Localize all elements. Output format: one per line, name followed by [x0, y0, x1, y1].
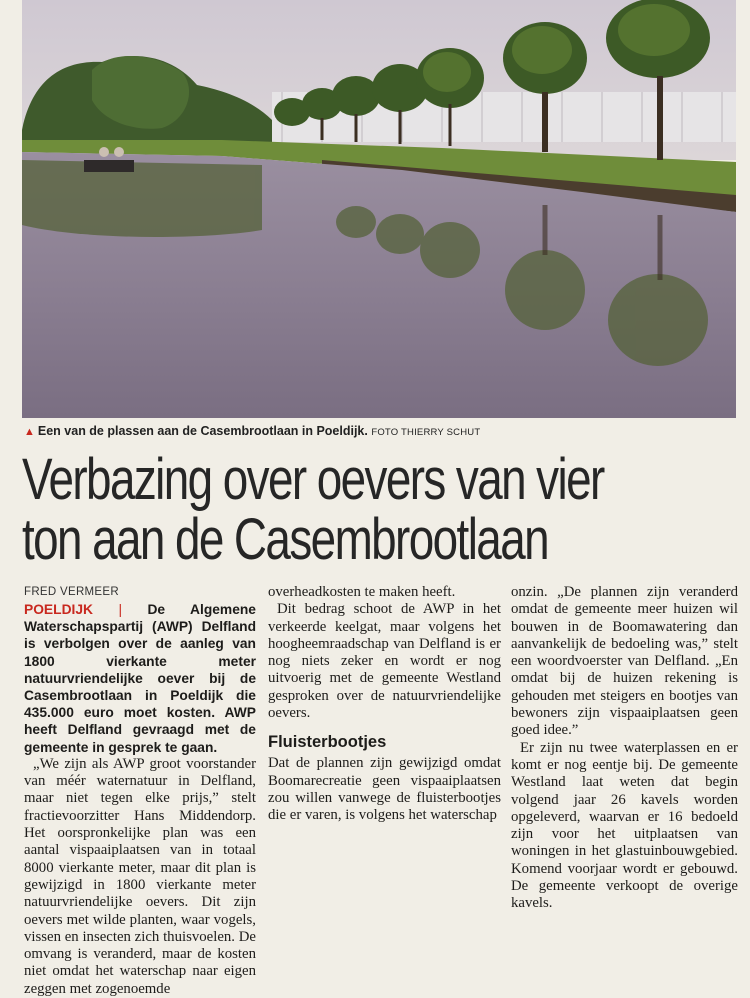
- article-paragraph-4: Er zijn nu twee waterplassen en er komt er nog eentje bij. De gemeente Westland laat weten dat begin volgend jaar 26 kavels worden opgeleverd, waarvan er 16 bedoeld zijn voor het uitplaatsen van woningen in het glastuinbouwgebied. Komend voorjaar wordt er gebouwd. De gemeente verkoopt de overige kavels.: [511, 739, 738, 912]
- article-paragraph-1-continued: [268, 584, 501, 601]
- lead-text: De Algemene Waterschapspartij (AWP) Delfland is verbolgen over de aanleg van 1800 vierkante meter natuurvriendelijke oever bij de Casembrootlaan in Poeldijk die 435.000 euro moet kosten. AWP heeft Delfland gevraagd met de gemeente in gesprek te gaan.: [24, 602, 256, 755]
- article-lead: [24, 601, 256, 756]
- paragraph-1-text: „We zijn als AWP groot voorstander van méér waternatuur in Delfland, maar niet tegen elke prijs,” stelt fractievoorzitter Hans Middendorp. Het oorspronkelijke plan was een aantal vispaaiplaatsen van in totaal 8000 vierkante meter, maar dit plan is gewijzigd in 1800 vierkante meter natuurvriendelijke oevers. Dit zijn oevers met wilde planten, waar vogels, vissen en insecten zich thuisvoelen. De omvang is veranderd, maar de kosten niet omdat het waterschap naar eigen zeggen met zogenoemde: [24, 755, 256, 997]
- headline: [22, 447, 604, 572]
- paragraph-3-text: Dat de plannen zijn gewijzigd omdat Boomarecreatie geen vispaaiplaatsen zou willen vanwege de fluisterbootjes die er varen, is volgens het waterschap: [268, 755, 501, 824]
- paragraph-3-continued-text: onzin. „De plannen zijn veranderd omdat de gemeente meer huizen wil bouwen in de Boomawatering dan aanvankelijk de bedoeling was,” stelt een woordvoerster van Delfland. „En omdat bij de huizen rekening is gehouden met steigers en bootjes van bewoners zijn vispaaiplaatsen geen goed idee.”: [511, 584, 738, 739]
- author-byline: FRED VERMEER: [24, 586, 119, 598]
- photo-caption: [24, 424, 738, 438]
- article-column-1: [24, 584, 256, 998]
- subheading: Fluisterbootjes: [268, 733, 387, 752]
- article-paragraph-1: [24, 756, 256, 998]
- article-paragraph-2: Dit bedrag schoot de AWP in het verkeerde keelgat, maar volgens het hoogheemraadschap van Delfland is er nog niets zeker en wordt er nog uitvoerig met de gemeente Westland gesproken over de natuurvriendelijke oevers.: [268, 601, 501, 722]
- article-paragraph-3-continued: [511, 584, 738, 740]
- article-paragraph-3: [268, 755, 501, 824]
- location-separator: |: [118, 602, 123, 617]
- article-photo: [22, 0, 736, 418]
- caption-triangle-icon: ▲: [24, 426, 35, 438]
- caption-text: Een van de plassen aan de Casembrootlaan in Poeldijk.: [37, 424, 368, 438]
- article-column-2: [268, 584, 501, 824]
- location-tag: POELDIJK: [24, 602, 93, 617]
- photo-credit: FOTO THIERRY SCHUT: [371, 427, 481, 438]
- article-column-3: [511, 584, 738, 913]
- paragraph-1-continued-text: overheadkosten te maken heeft.: [268, 584, 456, 600]
- headline-line-2: ton aan de Casembrootlaan: [22, 507, 549, 572]
- headline-line-1: Verbazing over oevers van vier: [22, 447, 604, 512]
